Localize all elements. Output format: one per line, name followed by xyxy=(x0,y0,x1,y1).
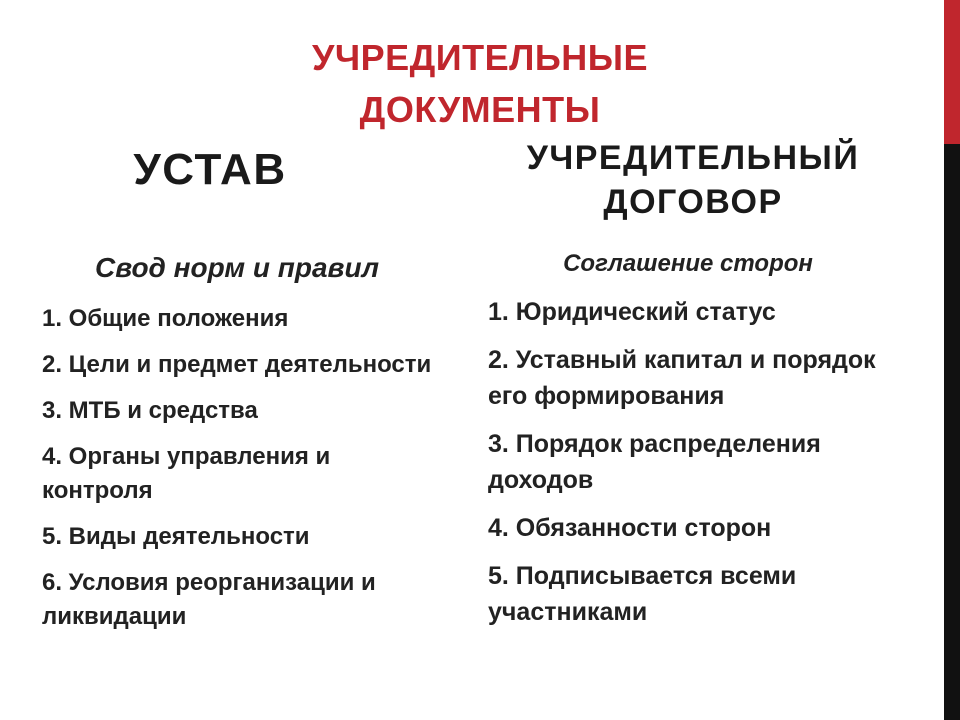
list-item: 2. Цели и предмет деятельности xyxy=(42,351,432,378)
list-item: 6. Условия реорганизации и ликвидации xyxy=(42,569,376,630)
charter-subtitle: Свод норм и правил xyxy=(95,252,379,283)
charter-heading: УСТАВ xyxy=(133,145,287,194)
slide-title xyxy=(200,32,760,136)
list-item: 5. Виды деятельности xyxy=(42,523,310,550)
list-item: 2. Уставный капитал и порядок его формирования xyxy=(488,346,876,410)
decorative-side-bar xyxy=(944,0,960,720)
list-item: 1. Общие положения xyxy=(42,305,289,332)
agreement-heading-line-1: УЧРЕДИТЕЛЬНЫЙ xyxy=(526,139,860,177)
list-item: 1. Юридический статус xyxy=(488,298,776,326)
list-item: 4. Органы управления и контроля xyxy=(42,443,331,504)
agreement-heading xyxy=(488,136,898,224)
list-item: 5. Подписывается всеми участниками xyxy=(488,562,797,626)
list-item: 3. Порядок распределения доходов xyxy=(488,430,821,494)
agreement-subtitle: Соглашение сторон xyxy=(563,250,813,277)
agreement-items-list xyxy=(488,294,898,642)
slide-title-line-2: ДОКУМЕНТЫ xyxy=(359,89,601,130)
side-bar-accent xyxy=(944,0,960,144)
slide-title-line-1: УЧРЕДИТЕЛЬНЫЕ xyxy=(311,37,649,78)
list-item: 3. МТБ и средства xyxy=(42,397,258,424)
agreement-heading-line-2: ДОГОВОР xyxy=(603,183,783,221)
charter-items-list xyxy=(42,302,442,646)
list-item: 4. Обязанности сторон xyxy=(488,514,772,542)
